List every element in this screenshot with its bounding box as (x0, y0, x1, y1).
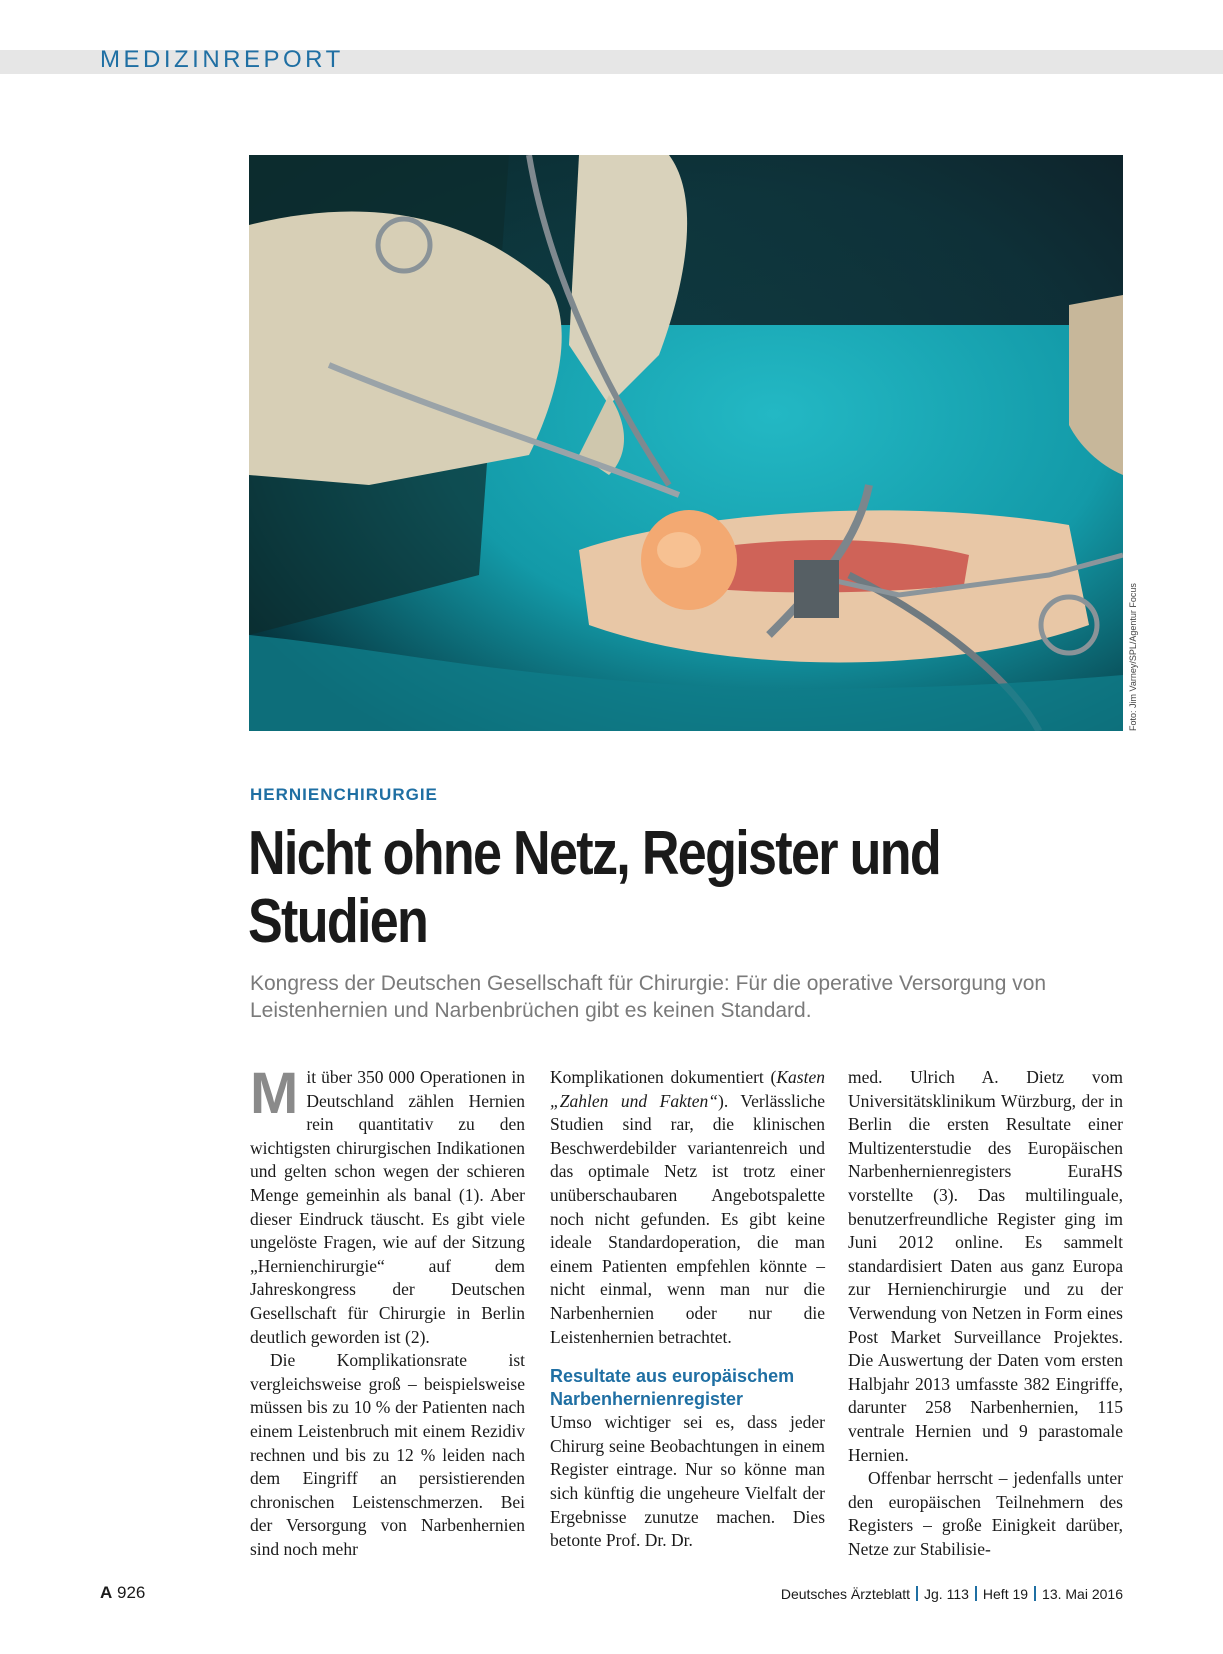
page-number (100, 1583, 145, 1603)
divider (975, 1586, 977, 1601)
article-subtitle: Kongress der Deutschen Gesellschaft für Chirurgie: Für die operative Versorgung von Leistenhernien und Narbenbrüchen gibt es keinen Standard. (250, 972, 1047, 1022)
surgery-photo (249, 155, 1123, 731)
paragraph-text: ). Verlässliche Studien sind rar, die klinischen Beschwerdebilder variantenreich und das optimale Netz ist trotz einer unüberschaubaren Angebotspalette noch nicht gefunden. Es gibt keine ideale Standardoperation, die man einem Patienten empfehlen könnte – nicht einmal, wenn man nur die Narbenhernien oder nur die Leistenhernien betrachtet. (550, 1090, 825, 1347)
journal-name: Deutsches Ärzteblatt (780, 1586, 911, 1602)
subheading: Resultate aus europäischem Narbenhernienregister (550, 1366, 795, 1410)
divider (916, 1586, 918, 1601)
photo-credit: Foto: Jim Varney/SPL/Agentur Focus (1128, 583, 1138, 731)
page-number-value: 926 (117, 1583, 146, 1602)
paragraph-text: it über 350 000 Operationen in Deutschland zählen Hernien rein quantitativ zu den wichtigsten chirurgischen Indikationen und gelten schon wegen der schieren Menge gemeinhin als banal (1). Aber dieser Eindruck täuscht. Es gibt viele ungelöste Fragen, wie auf der Sitzung „Hernienchirurgie“ auf dem Jahreskongress der Deutschen Gesellschaft für Chirurgie in Berlin deutlich geworden ist (2). (250, 1067, 525, 1347)
journal-date: 13. Mai 2016 (1042, 1586, 1123, 1602)
paragraph: Die Komplikationsrate ist vergleichsweise groß – beispielsweise müssen bis zu 10 % der Patienten nach einem Leistenbruch mit einem Rezidiv rechnen und bis zu 12 % leiden nach dem Eingriff an persistierenden chronischen Leistenschmerzen. Bei der Versorgung von Narbenhernien sind noch mehr (250, 1350, 525, 1559)
divider (1034, 1586, 1036, 1601)
journal-volume: Jg. 113 (924, 1586, 969, 1602)
page-prefix: A (100, 1583, 113, 1602)
paragraph (250, 1061, 525, 1349)
drop-cap: M (250, 1061, 299, 1126)
article-title: Nicht ohne Netz, Register und Studien (248, 819, 941, 956)
paragraph: Umso wichtiger sei es, dass jeder Chirurg seine Beobachtungen in einem Register eintrage. Nur so könne man sich künftig die ungeheure Vielfalt der Ergebnisse zunutze machen. Dies betonte Prof. Dr. Dr. (550, 1412, 825, 1551)
paragraph: med. Ulrich A. Dietz vom Universitätsklinikum Würzburg, der in Berlin die ersten Resultate einer Multizenterstudie des Europäischen Narbenhernienregisters EuraHS vorstellte (3). Das multilinguale, benutzerfreundliche Register ging im Juni 2012 online. Es sammelt standardisiert Daten aus ganz Europa zur Hernienchirurgie und zu der Verwendung von Netzen in Form eines Post Market Surveillance Projektes. Die Auswertung der Daten vom ersten Halbjahr 2013 umfasste 382 Eingriffe, darunter 258 Narbenhernien, 115 ventrale Hernien und 9 parastomale Hernien. (848, 1067, 1123, 1465)
text-column-3 (848, 1066, 1123, 1561)
paragraph (550, 1066, 825, 1349)
article-kicker: HERNIENCHIRURGIE (250, 785, 438, 804)
paragraph-text: Komplikationen dokumentiert ( (550, 1067, 777, 1087)
text-column-1 (250, 1061, 525, 1561)
paragraph: Offenbar herrscht – jedenfalls unter den europäischen Teilnehmern des Registers – große Einigkeit darüber, Netze zur Stabilisie- (848, 1468, 1123, 1559)
text-column-2 (550, 1066, 825, 1553)
journal-footer (781, 1586, 1123, 1602)
box-reference: Kasten „Zahlen und Fakten“ (550, 1067, 825, 1111)
journal-issue: Heft 19 (982, 1586, 1029, 1602)
section-label: MEDIZINREPORT (100, 46, 344, 73)
